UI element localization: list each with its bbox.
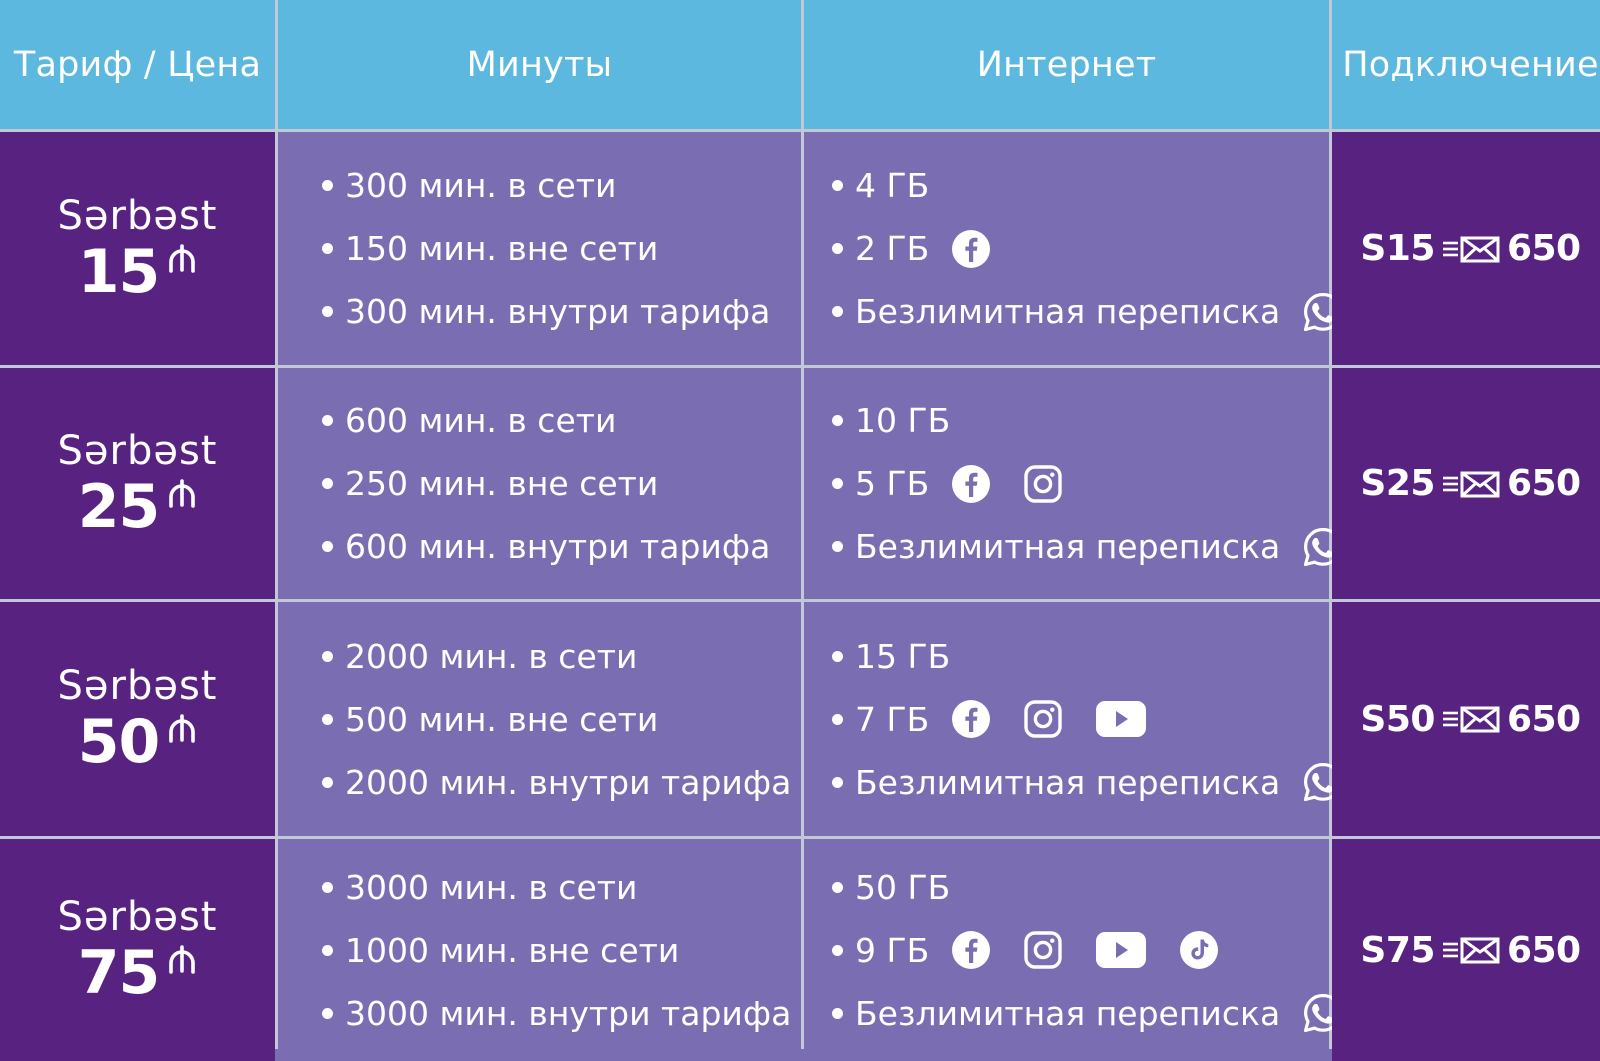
instagram-icon [1023,930,1063,970]
sms-code-text: S15 [1360,228,1435,269]
tariff-block [57,192,218,307]
bullet-dot [832,714,843,725]
tariff-price [77,707,198,777]
internet-messaging-item [832,751,1329,814]
internet-total-text: 4 ГБ [855,166,930,205]
minutes-item-text: 300 мин. в сети [345,166,617,205]
tiktok-icon [1179,930,1219,970]
bullet-dot [832,651,843,662]
facebook-icon [951,464,991,504]
bullet-dot [322,243,333,254]
bullet-dot [832,180,843,191]
internet-cell [804,602,1329,836]
minutes-item-text: 600 мин. внутри тарифа [345,527,771,566]
tariff-price [77,471,198,542]
facebook-icon [951,229,991,269]
minutes-cell [278,132,801,365]
youtube-icon [1095,700,1147,738]
internet-social-item [832,217,1329,280]
tariff-block [57,663,218,777]
sms-envelope-icon [1441,935,1501,965]
bullet-dot [322,306,333,317]
minutes-cell [278,602,801,836]
minutes-item-text: 500 мин. вне сети [345,699,659,739]
bullet-dot [832,777,843,788]
manat-currency-icon [167,945,197,975]
internet-total-item [832,625,1329,688]
minutes-item [322,688,801,751]
header-connection-label: Подключение [1342,44,1599,85]
facebook-icon [951,699,991,739]
internet-social-item [832,688,1329,751]
bullet-dot [322,541,333,552]
internet-social-item [832,919,1329,982]
internet-social-text: 2 ГБ [855,229,930,268]
internet-cell [804,839,1329,1061]
tariff-price-value: 75 [77,938,160,1008]
tariff-name: Sərbəst [57,427,218,474]
internet-social-text: 5 ГБ [855,464,930,503]
internet-messaging-text: Безлимитная переписка [855,527,1281,566]
minutes-item [322,280,801,343]
internet-social-text: 9 ГБ [855,930,930,970]
sms-envelope-icon [1441,469,1501,499]
tariff-cell [0,839,275,1061]
internet-messaging-item [832,515,1329,578]
minutes-item [322,389,801,452]
minutes-item-text: 300 мин. внутри тарифа [345,292,771,331]
tariff-cell [0,368,275,599]
connection-cell [1332,602,1600,836]
sms-code-text: S75 [1360,929,1435,971]
sms-code-text: S25 [1360,463,1435,504]
sms-short-number: 650 [1506,463,1581,504]
bullet-dot [832,1008,843,1019]
instagram-icon [1023,464,1063,504]
bullet-dot [832,882,843,893]
internet-total-text: 15 ГБ [855,636,951,676]
bullet-dot [322,945,333,956]
tariff-price-value: 25 [77,471,160,542]
minutes-item-text: 250 мин. вне сети [345,464,659,503]
minutes-item-text: 2000 мин. внутри тарифа [345,762,792,802]
minutes-item [322,751,801,814]
minutes-item-text: 2000 мин. в сети [345,636,638,676]
tariff-name: Sərbəst [57,192,218,239]
sms-code-text: S50 [1360,698,1435,740]
bullet-dot [322,882,333,893]
sms-envelope-icon [1441,234,1501,264]
internet-total-text: 50 ГБ [855,867,951,907]
sms-short-number: 650 [1506,929,1581,971]
connection-cell [1332,368,1600,599]
internet-social-item [832,452,1329,515]
minutes-item-text: 3000 мин. в сети [345,867,638,907]
header-tariff-price-label: Тариф / Цена [13,44,262,85]
manat-currency-icon [167,479,197,509]
instagram-icon [1023,699,1063,739]
connection-cell [1332,132,1600,365]
header-internet-label: Интернет [976,44,1157,85]
tariff-cell [0,602,275,836]
bullet-dot [832,306,843,317]
manat-currency-icon [167,244,197,274]
internet-messaging-text: Безлимитная переписка [855,762,1281,802]
tariff-name: Sərbəst [57,663,218,709]
bullet-dot [832,541,843,552]
minutes-item-text: 1000 мин. вне сети [345,930,680,970]
internet-messaging-item [832,280,1329,343]
sms-code [1360,930,1580,971]
facebook-icon [951,930,991,970]
sms-code [1360,228,1580,269]
bullet-dot [832,478,843,489]
tariff-block [57,427,218,542]
minutes-item [322,452,801,515]
youtube-icon [1095,931,1147,969]
minutes-item-text: 150 мин. вне сети [345,229,659,268]
manat-currency-icon [167,714,197,744]
bullet-dot [832,415,843,426]
internet-messaging-text: Безлимитная переписка [855,993,1281,1033]
internet-total-text: 10 ГБ [855,401,951,440]
minutes-cell [278,368,801,599]
header-minutes [278,0,801,129]
header-internet [804,0,1329,129]
header-minutes-label: Минуты [466,44,613,85]
tariff-price [77,236,198,307]
header-tariff-price [0,0,275,129]
internet-total-item [832,389,1329,452]
header-connection [1332,0,1600,129]
sms-code [1360,463,1580,504]
minutes-item [322,982,801,1045]
tariff-name: Sərbəst [57,894,218,940]
tariff-cell [0,132,275,365]
bullet-dot [322,777,333,788]
tariff-price-value: 15 [77,236,160,307]
bullet-dot [322,651,333,662]
minutes-item-text: 600 мин. в сети [345,401,617,440]
internet-total-item [832,154,1329,217]
minutes-item [322,919,801,982]
tariff-price-value: 50 [77,707,160,777]
bullet-dot [832,945,843,956]
sms-short-number: 650 [1506,698,1581,740]
bullet-dot [322,714,333,725]
sms-short-number: 650 [1506,228,1581,269]
tariff-price [77,938,198,1008]
sms-code [1360,699,1580,740]
connection-cell [1332,839,1600,1061]
internet-social-text: 7 ГБ [855,699,930,739]
bullet-dot [322,415,333,426]
internet-messaging-text: Безлимитная переписка [855,292,1281,331]
bullet-dot [322,180,333,191]
minutes-item [322,515,801,578]
bullet-dot [322,478,333,489]
bullet-dot [322,1008,333,1019]
minutes-item-text: 3000 мин. внутри тарифа [345,993,792,1033]
minutes-item [322,217,801,280]
internet-messaging-item [832,982,1329,1045]
minutes-item [322,856,801,919]
minutes-cell [278,839,801,1061]
internet-cell [804,132,1329,365]
sms-envelope-icon [1441,704,1501,734]
minutes-item [322,625,801,688]
tariff-block [57,894,218,1008]
bullet-dot [832,243,843,254]
minutes-item [322,154,801,217]
internet-total-item [832,856,1329,919]
internet-cell [804,368,1329,599]
